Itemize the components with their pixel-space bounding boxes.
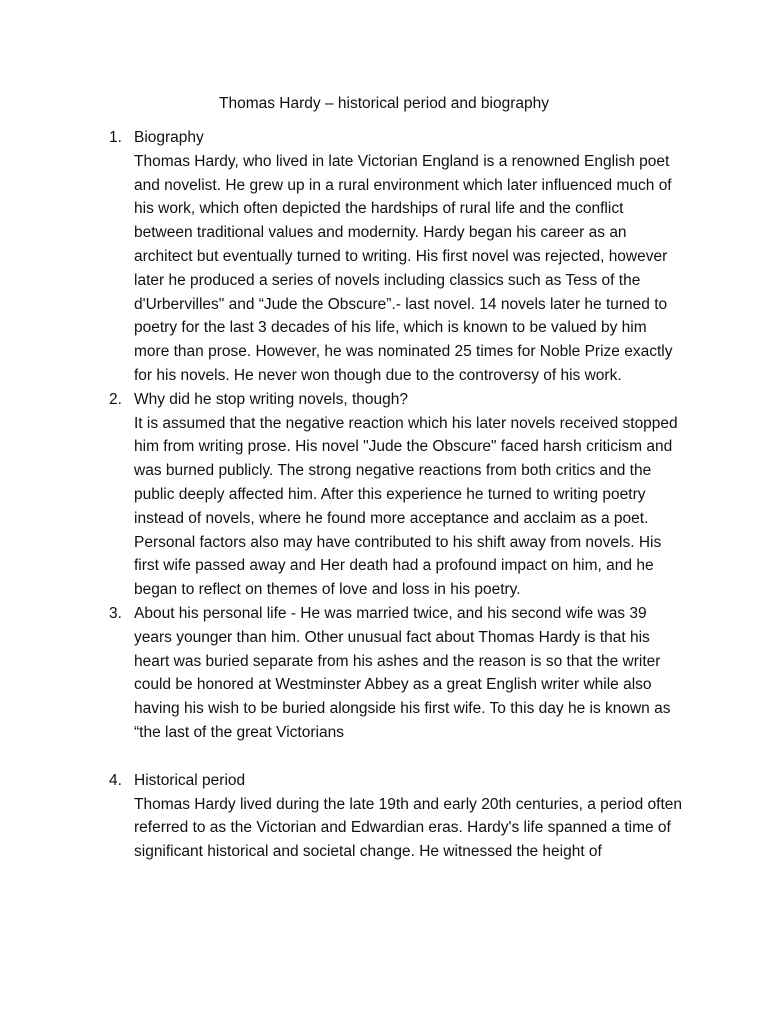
list-item-number: 3. [109,604,122,622]
section-heading: Why did he stop writing novels, though? [134,390,408,408]
section-body: It is assumed that the negative reaction which his later novels received stopped him from writing prose. His novel "Jude the Obscure" faced harsh criticism and was burned publicly. The strong negative reactions from both critics and the public deeply affected him. After this experience he turned to writing poetry instead of novels, where he found more acceptance and acclaim as a poet. Personal factors also may have contributed to his shift away from novels. His first wife passed away and Her death had a profound impact on him, and he began to reflect on themes of love and loss in his poetry. [134,414,678,599]
section-heading: About his personal life - He was married twice, and his second wife was 39 years younger than him. Other unusual fact about Thomas Hardy is that his heart was buried separate from his ashes and the reason is so that the writer could be honored at Westminster Abbey as a great English writer while also having his wish to be buried alongside his first wife. To this day he is known as “the last of the great Victorians [134,604,671,741]
list-item-number: 1. [109,129,122,146]
list-item [104,126,684,388]
list-item [104,769,684,864]
section-body: Thomas Hardy, who lived in late Victorian England is a renowned English poet and novelist. He grew up in a rural environment which later influenced much of his work, which often depicted the hardships of rural life and the conflict between traditional values and modernity. Hardy began his career as an architect but eventually turned to writing. His first novel was rejected, however later he produced a series of novels including classics such as Tess of the d'Urbervilles" and “Jude the Obscure”.- last novel. 14 novels later he turned to poetry for the last 3 decades of his life, which is known to be valued by him more than prose. However, he was nominated 25 times for Noble Prize exactly for his novels. He never won though due to the controversy of his work. [134,152,673,384]
section-heading: Biography [134,129,204,146]
section-heading: Historical period [134,771,246,789]
list-item [104,388,684,602]
list-item-number: 4. [109,771,122,789]
section-body: Thomas Hardy lived during the late 19th and early 20th centuries, a period often referred to as the Victorian and Edwardian eras. Hardy's life spanned a time of significant historical and societal change. He witnessed the height of [134,795,682,861]
list-item-number: 2. [109,390,122,408]
document-title: Thomas Hardy – historical period and biography [219,95,549,112]
numbered-list [104,126,684,864]
list-item [104,602,684,745]
